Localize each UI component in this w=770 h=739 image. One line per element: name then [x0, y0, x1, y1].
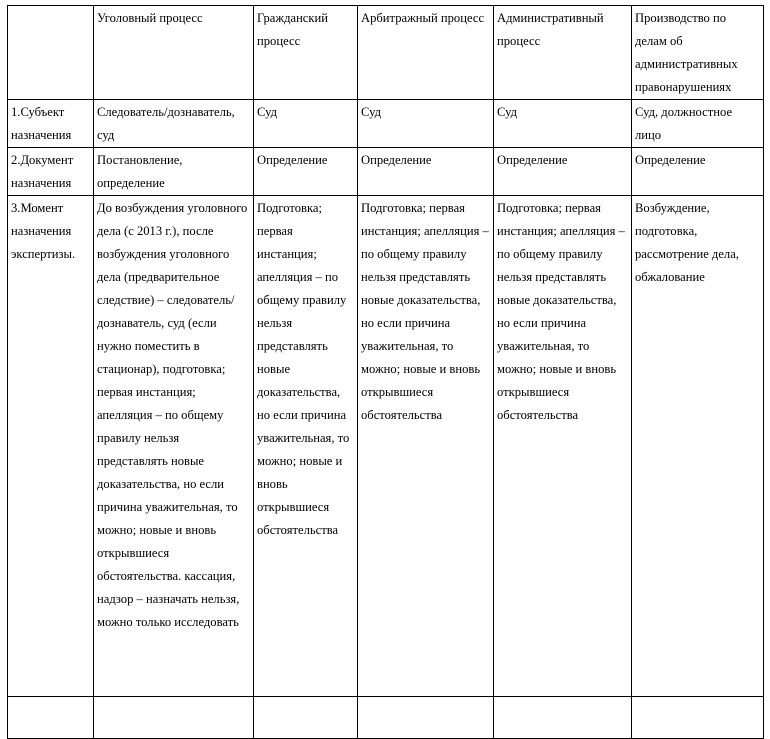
table-cell: Следователь/дознаватель, суд [94, 100, 254, 148]
row-label: 2.Документ назначения [8, 148, 94, 196]
header-cell-admin-offenses: Производство по делам об административных правонарушениях [632, 6, 764, 100]
table-cell: Подготовка; первая инстанция; апелляция – по общему правилу нельзя представлять новые доказательства, но если причина уважительная, то можно; новые и вновь открывшиеся обстоятельства [494, 196, 632, 697]
row-label: 3.Момент назначения экспертизы. [8, 196, 94, 697]
table-cell: Суд [254, 100, 358, 148]
row-label: 1.Субъект назначения [8, 100, 94, 148]
table-cell: Суд, должностное лицо [632, 100, 764, 148]
table-cell: Суд [358, 100, 494, 148]
table-cell: Суд [494, 100, 632, 148]
table-row [8, 100, 764, 148]
comparison-table [7, 5, 764, 739]
table-cell: Подготовка; первая инстанция; апелляция – по общему правилу нельзя представлять новые доказательства, но если причина уважительная, то можно; новые и вновь открывшиеся обстоятельства [358, 196, 494, 697]
header-cell-criminal: Уголовный процесс [94, 6, 254, 100]
header-cell-empty [8, 6, 94, 100]
table-cell: Возбуждение, подготовка, рассмотрение дела, обжалование [632, 196, 764, 697]
table-cell: Определение [254, 148, 358, 196]
header-cell-arbitration: Арбитражный процесс [358, 6, 494, 100]
table-cell: Подготовка; первая инстанция; апелляция – по общему правилу нельзя представлять новые доказательства, но если причина уважительная, то можно; новые и вновь открывшиеся обстоятельства [254, 196, 358, 697]
table-cell: Определение [358, 148, 494, 196]
table-cell: Постановление, определение [94, 148, 254, 196]
header-cell-civil: Гражданский процесс [254, 6, 358, 100]
table-cell: Определение [632, 148, 764, 196]
table-cell: Определение [494, 148, 632, 196]
table-header-row [8, 6, 764, 100]
table-row [8, 196, 764, 697]
table-row [8, 148, 764, 196]
header-cell-administrative: Административный процесс [494, 6, 632, 100]
table-cell: До возбуждения уголовного дела (с 2013 г.), после возбуждения уголовного дела (предварительное следствие) – следователь/дознаватель, суд (если нужно поместить в стационар), подготовка; первая инстанция; апелляция – по общему правилу нельзя представлять новые доказательства, но если причина уважительная, то можно; новые и вновь открывшиеся обстоятельства. кассация, надзор – назначать нельзя, можно только исследовать [94, 196, 254, 697]
